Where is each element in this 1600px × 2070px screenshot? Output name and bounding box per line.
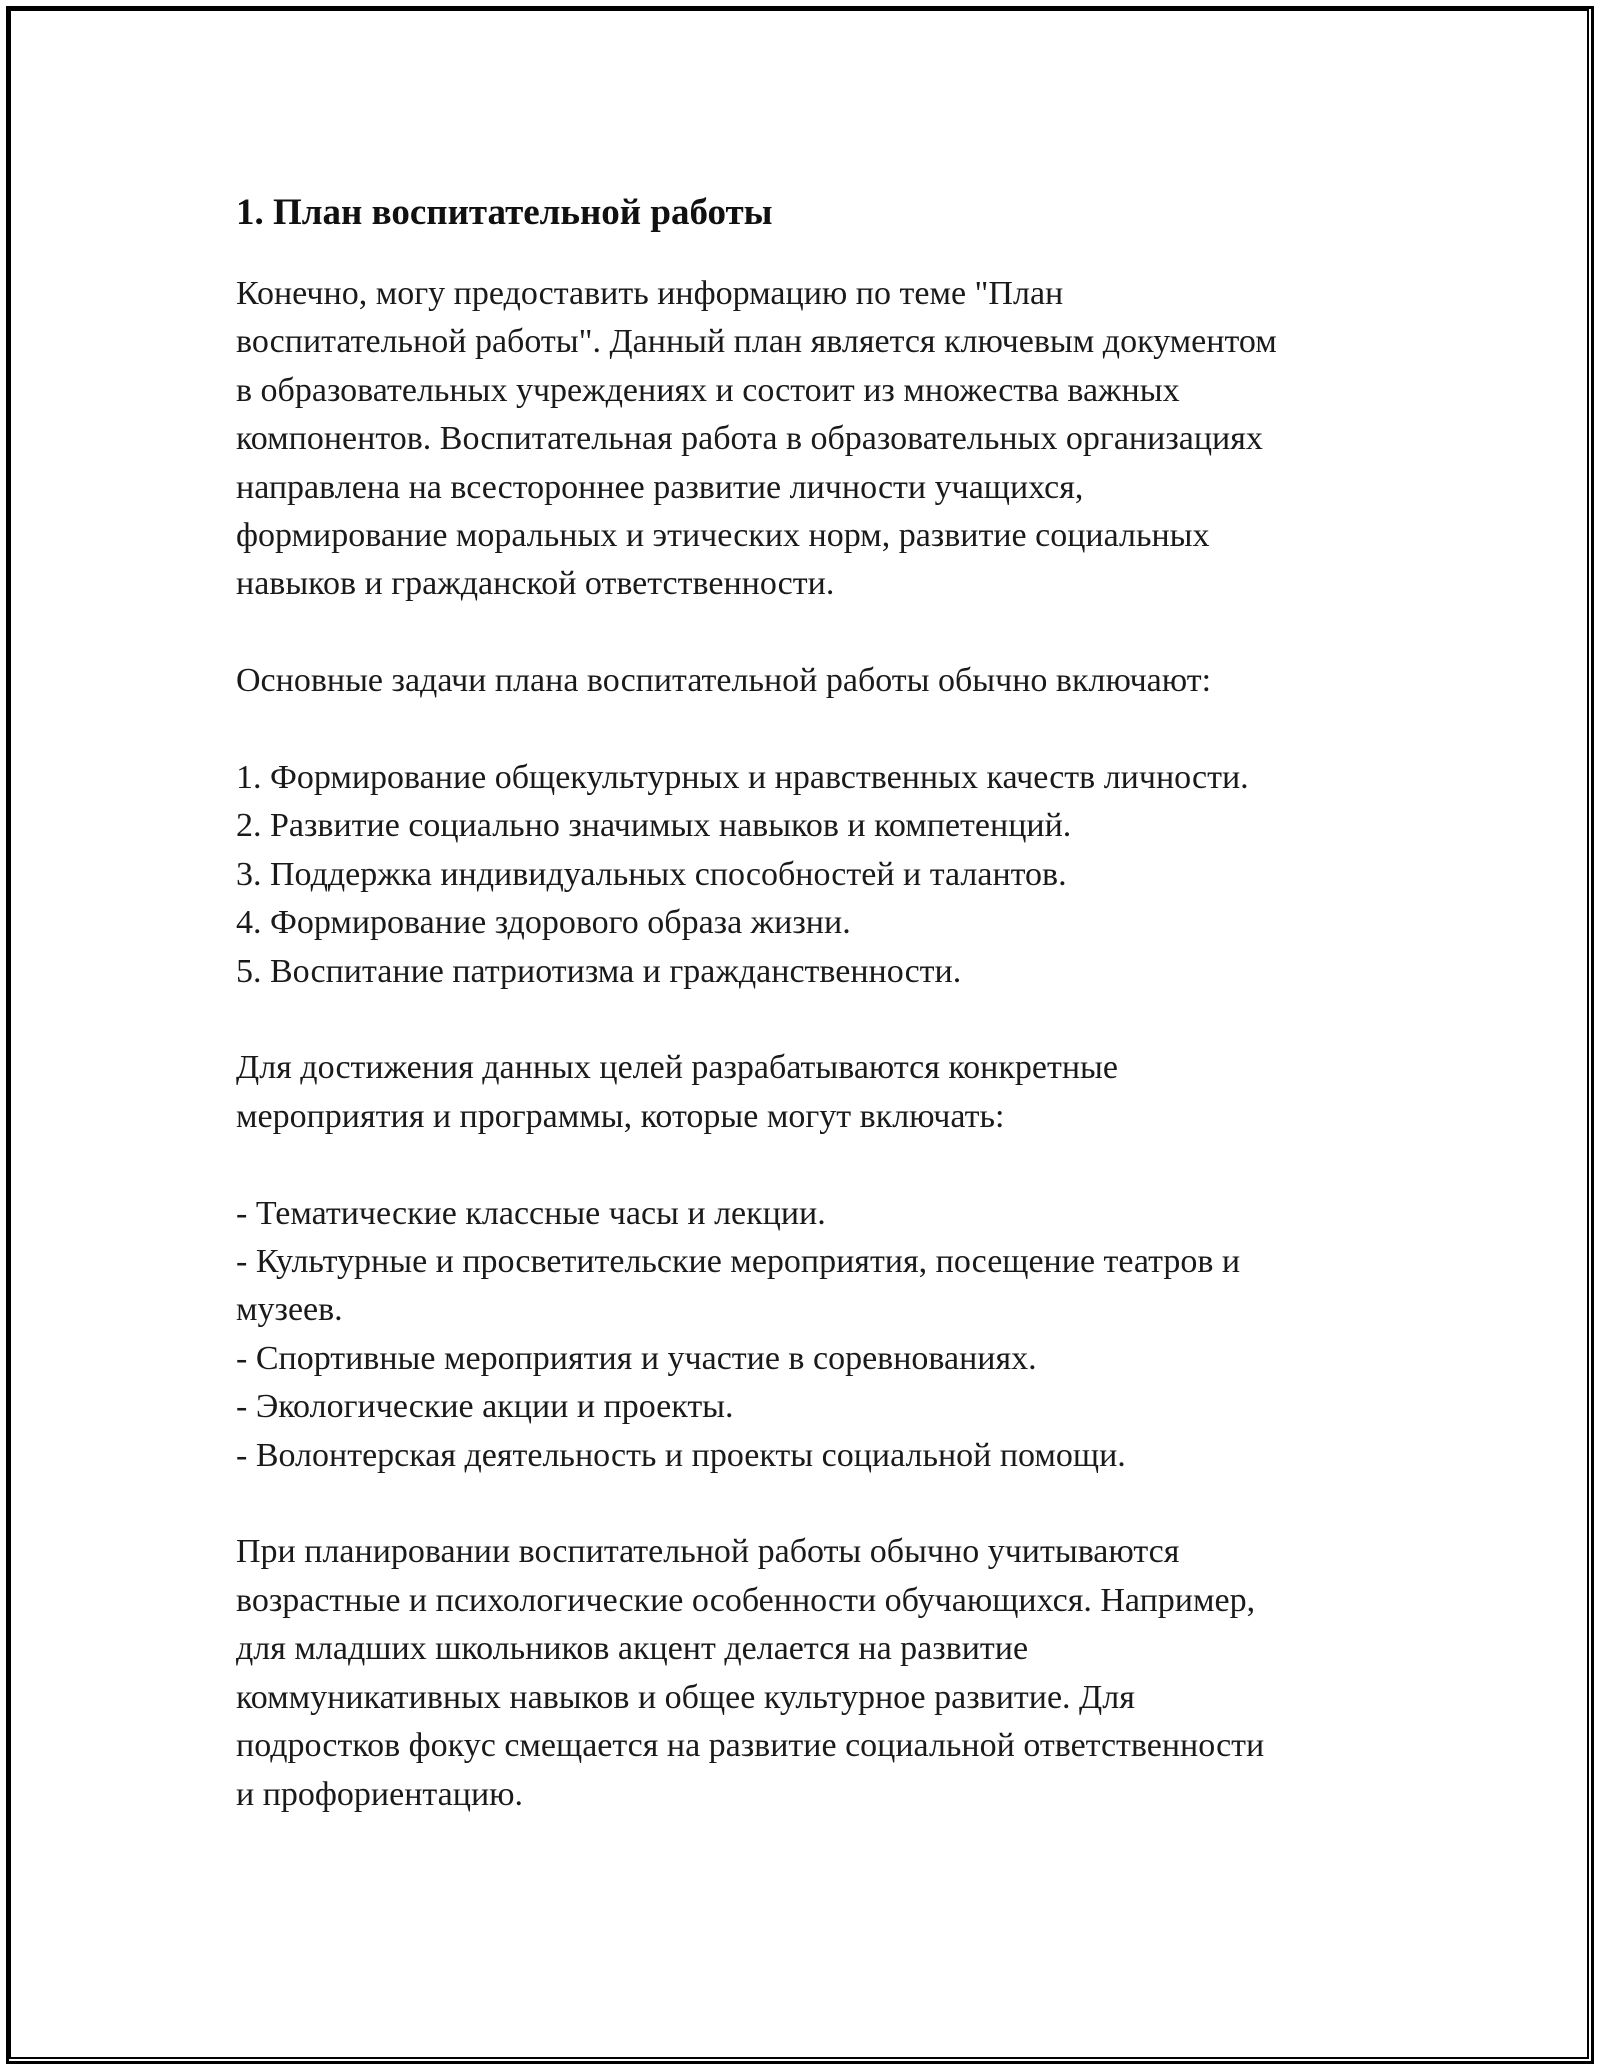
list-item: - Культурные и просветительские мероприятия, посещение театров и музеев. bbox=[236, 1243, 1241, 1329]
conclusion-paragraph: При планировании воспитательной работы обычно учитываются возрастные и психологические особенности обучающихся. Например, для младших школьников акцент делается на развитие коммуникативных навыков и общее культурное развитие. Для подростков фокус смещается на развитие социальной ответственности и профориентацию. bbox=[236, 1533, 1265, 1813]
tasks-list bbox=[236, 754, 1376, 996]
list-item: - Экологические акции и проекты. bbox=[236, 1388, 734, 1426]
activities-list bbox=[236, 1190, 1376, 1480]
list-item: 4. Формирование здорового образа жизни. bbox=[236, 904, 851, 942]
tasks-heading: Основные задачи плана воспитательной работы обычно включают: bbox=[236, 662, 1212, 700]
paragraph-gap bbox=[236, 706, 1376, 754]
intro-paragraph: Конечно, могу предоставить информацию по теме "План воспитательной работы". Данный план является ключевым документом в образовательных учреждениях и состоит из множества важных компонентов. Воспитательная работа в образовательных организациях направлена на всестороннее развитие личности учащихся, формирование моральных и этических норм, развитие социальных навыков и гражданской ответственности. bbox=[236, 275, 1277, 603]
list-item: 5. Воспитание патриотизма и гражданственности. bbox=[236, 952, 962, 990]
paragraph-gap bbox=[236, 1141, 1376, 1189]
list-item: 3. Поддержка индивидуальных способностей и талантов. bbox=[236, 855, 1067, 893]
list-item: 1. Формирование общекультурных и нравственных качеств личности. bbox=[236, 759, 1249, 797]
paragraph-gap bbox=[236, 996, 1376, 1044]
list-item: 2. Развитие социально значимых навыков и компетенций. bbox=[236, 807, 1072, 845]
page-title: 1. План воспитательной работы bbox=[236, 192, 773, 233]
list-item: - Спортивные мероприятия и участие в соревнованиях. bbox=[236, 1339, 1037, 1377]
activities-heading: Для достижения данных целей разрабатываются конкретные мероприятия и программы, которые могут включать: bbox=[236, 1049, 1118, 1135]
list-item: - Волонтерская деятельность и проекты социальной помощи. bbox=[236, 1436, 1126, 1474]
paragraph-gap bbox=[236, 609, 1376, 657]
paragraph-gap bbox=[236, 1480, 1376, 1528]
document-body bbox=[236, 188, 1376, 1819]
list-item: - Тематические классные часы и лекции. bbox=[236, 1194, 826, 1232]
